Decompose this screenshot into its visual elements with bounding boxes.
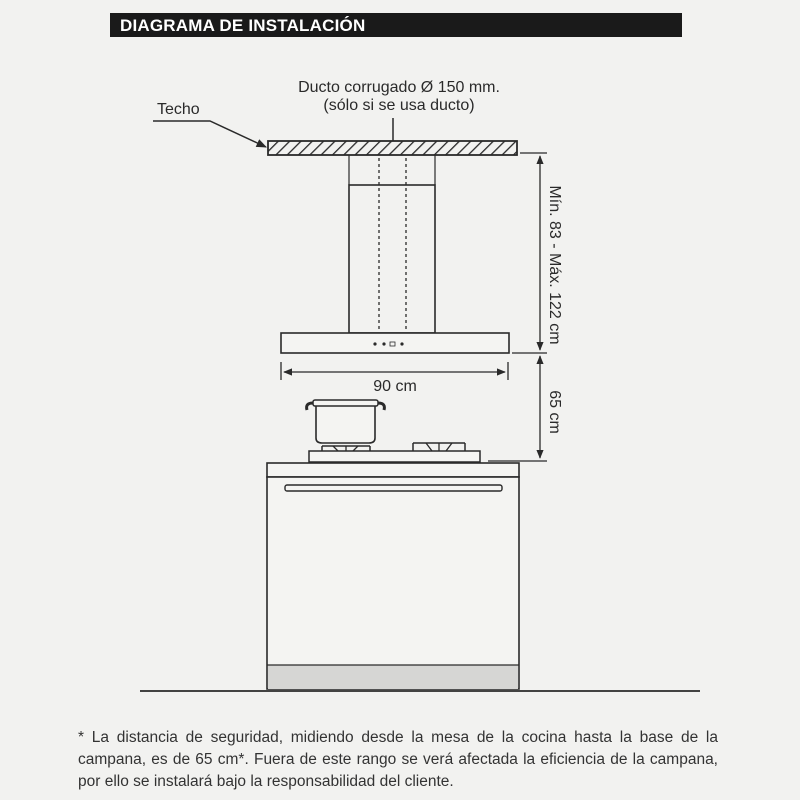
control-dot-icon: [400, 342, 403, 345]
cooktop: [309, 451, 480, 462]
kitchen-cabinet: [267, 463, 519, 689]
ceiling-leader-arrow: [153, 121, 266, 147]
hood-chimney: [349, 155, 435, 333]
control-dot-icon: [382, 342, 385, 345]
hood-canopy: [281, 333, 509, 353]
ceiling: [268, 141, 517, 155]
safety-distance-label: 65 cm: [546, 390, 563, 434]
page-title: DIAGRAMA DE INSTALACIÓN: [120, 16, 366, 35]
oven-handle: [285, 485, 502, 491]
cabinet-plinth: [268, 665, 518, 689]
height-dimensions: [488, 153, 547, 461]
footnote: * La distancia de seguridad, midiendo desde la mesa de la cocina hasta la base de la campana, es de 65 cm*. Fuera de este rango se verá afectada la eficiencia de la campana, por ello se instalará bajo la responsabilidad del cliente.: [78, 729, 718, 790]
width-label: 90 cm: [373, 378, 417, 395]
burner-right: [413, 443, 465, 451]
cooking-pot: [307, 400, 385, 443]
ceiling-label: Techo: [157, 101, 200, 118]
duct-label-line1: Ducto corrugado Ø 150 mm.: [298, 79, 500, 96]
hood-height-label: Mín. 83 - Máx. 122 cm: [546, 185, 563, 345]
control-dot-icon: [373, 342, 376, 345]
duct-label-line2: (sólo si se usa ducto): [323, 97, 475, 114]
